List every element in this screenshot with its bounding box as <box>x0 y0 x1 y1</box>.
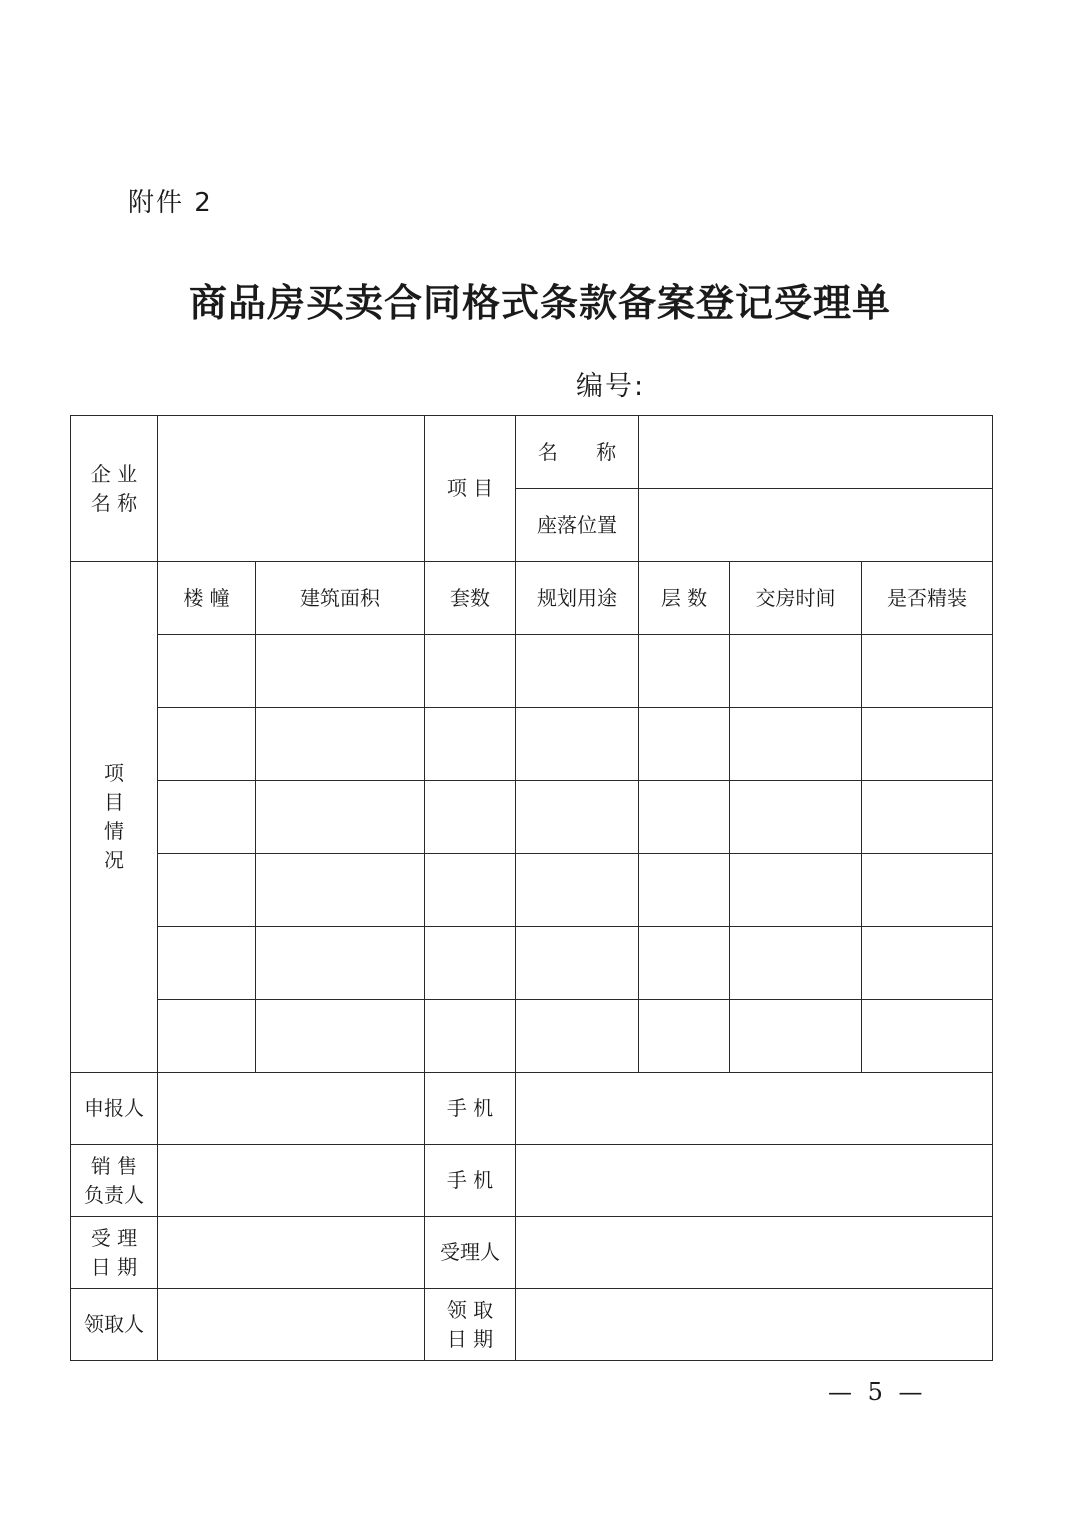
table-cell[interactable] <box>516 635 639 708</box>
column-header-floor-area: 建筑面积 <box>256 562 425 635</box>
page-number: — 5 — <box>828 1378 927 1406</box>
table-cell[interactable] <box>639 708 730 781</box>
column-header-building: 楼 幢 <box>158 562 256 635</box>
enterprise-name-label: 企 业 名 称 <box>90 461 138 515</box>
table-cell[interactable] <box>158 781 256 854</box>
project-info-label: 项目情况 <box>104 761 124 872</box>
registration-form <box>70 415 993 1361</box>
project-location-field[interactable] <box>639 489 993 562</box>
table-cell[interactable] <box>862 927 993 1000</box>
sales-manager-phone-field[interactable] <box>516 1145 993 1217</box>
project-name-label-cell <box>516 416 639 489</box>
table-cell[interactable] <box>425 854 516 927</box>
project-location-label-cell <box>516 489 639 562</box>
table-cell[interactable] <box>730 854 862 927</box>
table-cell[interactable] <box>256 854 425 927</box>
form-title: 商品房买卖合同格式条款备案登记受理单 <box>188 280 891 325</box>
pickup-date-field[interactable] <box>516 1289 993 1361</box>
phone-label-2: 手 机 <box>425 1145 516 1217</box>
sales-manager-field[interactable] <box>158 1145 425 1217</box>
table-cell[interactable] <box>256 708 425 781</box>
table-cell[interactable] <box>862 635 993 708</box>
declarant-field[interactable] <box>158 1073 425 1145</box>
table-cell[interactable] <box>425 781 516 854</box>
column-header-fine-decoration: 是否精装 <box>862 562 993 635</box>
table-cell[interactable] <box>639 927 730 1000</box>
acceptance-date-label: 受 理 日 期 <box>90 1225 138 1279</box>
column-header-planned-use: 规划用途 <box>516 562 639 635</box>
project-info-label-cell <box>71 562 158 1073</box>
table-cell[interactable] <box>639 854 730 927</box>
table-cell[interactable] <box>425 635 516 708</box>
table-cell[interactable] <box>425 1000 516 1073</box>
acceptance-date-field[interactable] <box>158 1217 425 1289</box>
table-cell[interactable] <box>730 1000 862 1073</box>
phone-label-1: 手 机 <box>425 1073 516 1145</box>
table-row <box>71 854 993 927</box>
table-cell[interactable] <box>425 927 516 1000</box>
pickup-date-label: 领 取 日 期 <box>446 1297 494 1351</box>
table-row <box>71 927 993 1000</box>
project-label-cell <box>425 416 516 562</box>
sales-manager-label: 销 售 负责人 <box>84 1153 144 1207</box>
table-cell[interactable] <box>516 854 639 927</box>
table-cell[interactable] <box>730 635 862 708</box>
column-header-floors: 层 数 <box>639 562 730 635</box>
attachment-label: 附件 2 <box>128 188 213 218</box>
column-header-unit-count: 套数 <box>425 562 516 635</box>
recipient-label: 领取人 <box>71 1289 158 1361</box>
table-cell[interactable] <box>516 1000 639 1073</box>
acceptor-label: 受理人 <box>425 1217 516 1289</box>
table-cell[interactable] <box>256 635 425 708</box>
project-label: 项 目 <box>446 476 494 500</box>
table-cell[interactable] <box>862 1000 993 1073</box>
table-cell[interactable] <box>256 781 425 854</box>
table-cell[interactable] <box>158 635 256 708</box>
table-cell[interactable] <box>862 708 993 781</box>
project-name-field[interactable] <box>639 416 993 489</box>
table-cell[interactable] <box>639 635 730 708</box>
table-cell[interactable] <box>730 781 862 854</box>
column-header-delivery-time: 交房时间 <box>730 562 862 635</box>
project-location-label: 座落位置 <box>537 512 617 537</box>
pickup-date-label-cell <box>425 1289 516 1361</box>
table-cell[interactable] <box>256 927 425 1000</box>
table-cell[interactable] <box>639 781 730 854</box>
acceptor-field[interactable] <box>516 1217 993 1289</box>
declarant-phone-field[interactable] <box>516 1073 993 1145</box>
table-cell[interactable] <box>158 1000 256 1073</box>
acceptance-date-label-cell <box>71 1217 158 1289</box>
table-row <box>71 635 993 708</box>
table-row <box>71 708 993 781</box>
table-cell[interactable] <box>516 708 639 781</box>
table-cell[interactable] <box>730 927 862 1000</box>
recipient-field[interactable] <box>158 1289 425 1361</box>
table-row <box>71 781 993 854</box>
table-cell[interactable] <box>425 708 516 781</box>
table-cell[interactable] <box>158 708 256 781</box>
table-cell[interactable] <box>730 708 862 781</box>
table-cell[interactable] <box>158 854 256 927</box>
project-name-label: 名 称 <box>537 439 617 464</box>
serial-number-label: 编号: <box>576 371 646 402</box>
table-cell[interactable] <box>256 1000 425 1073</box>
declarant-label: 申报人 <box>71 1073 158 1145</box>
table-cell[interactable] <box>158 927 256 1000</box>
table-row <box>71 1000 993 1073</box>
table-cell[interactable] <box>516 781 639 854</box>
table-cell[interactable] <box>862 854 993 927</box>
table-cell[interactable] <box>862 781 993 854</box>
enterprise-name-label-cell <box>71 416 158 562</box>
table-cell[interactable] <box>639 1000 730 1073</box>
sales-manager-label-cell <box>71 1145 158 1217</box>
table-cell[interactable] <box>516 927 639 1000</box>
enterprise-name-field[interactable] <box>158 416 425 562</box>
